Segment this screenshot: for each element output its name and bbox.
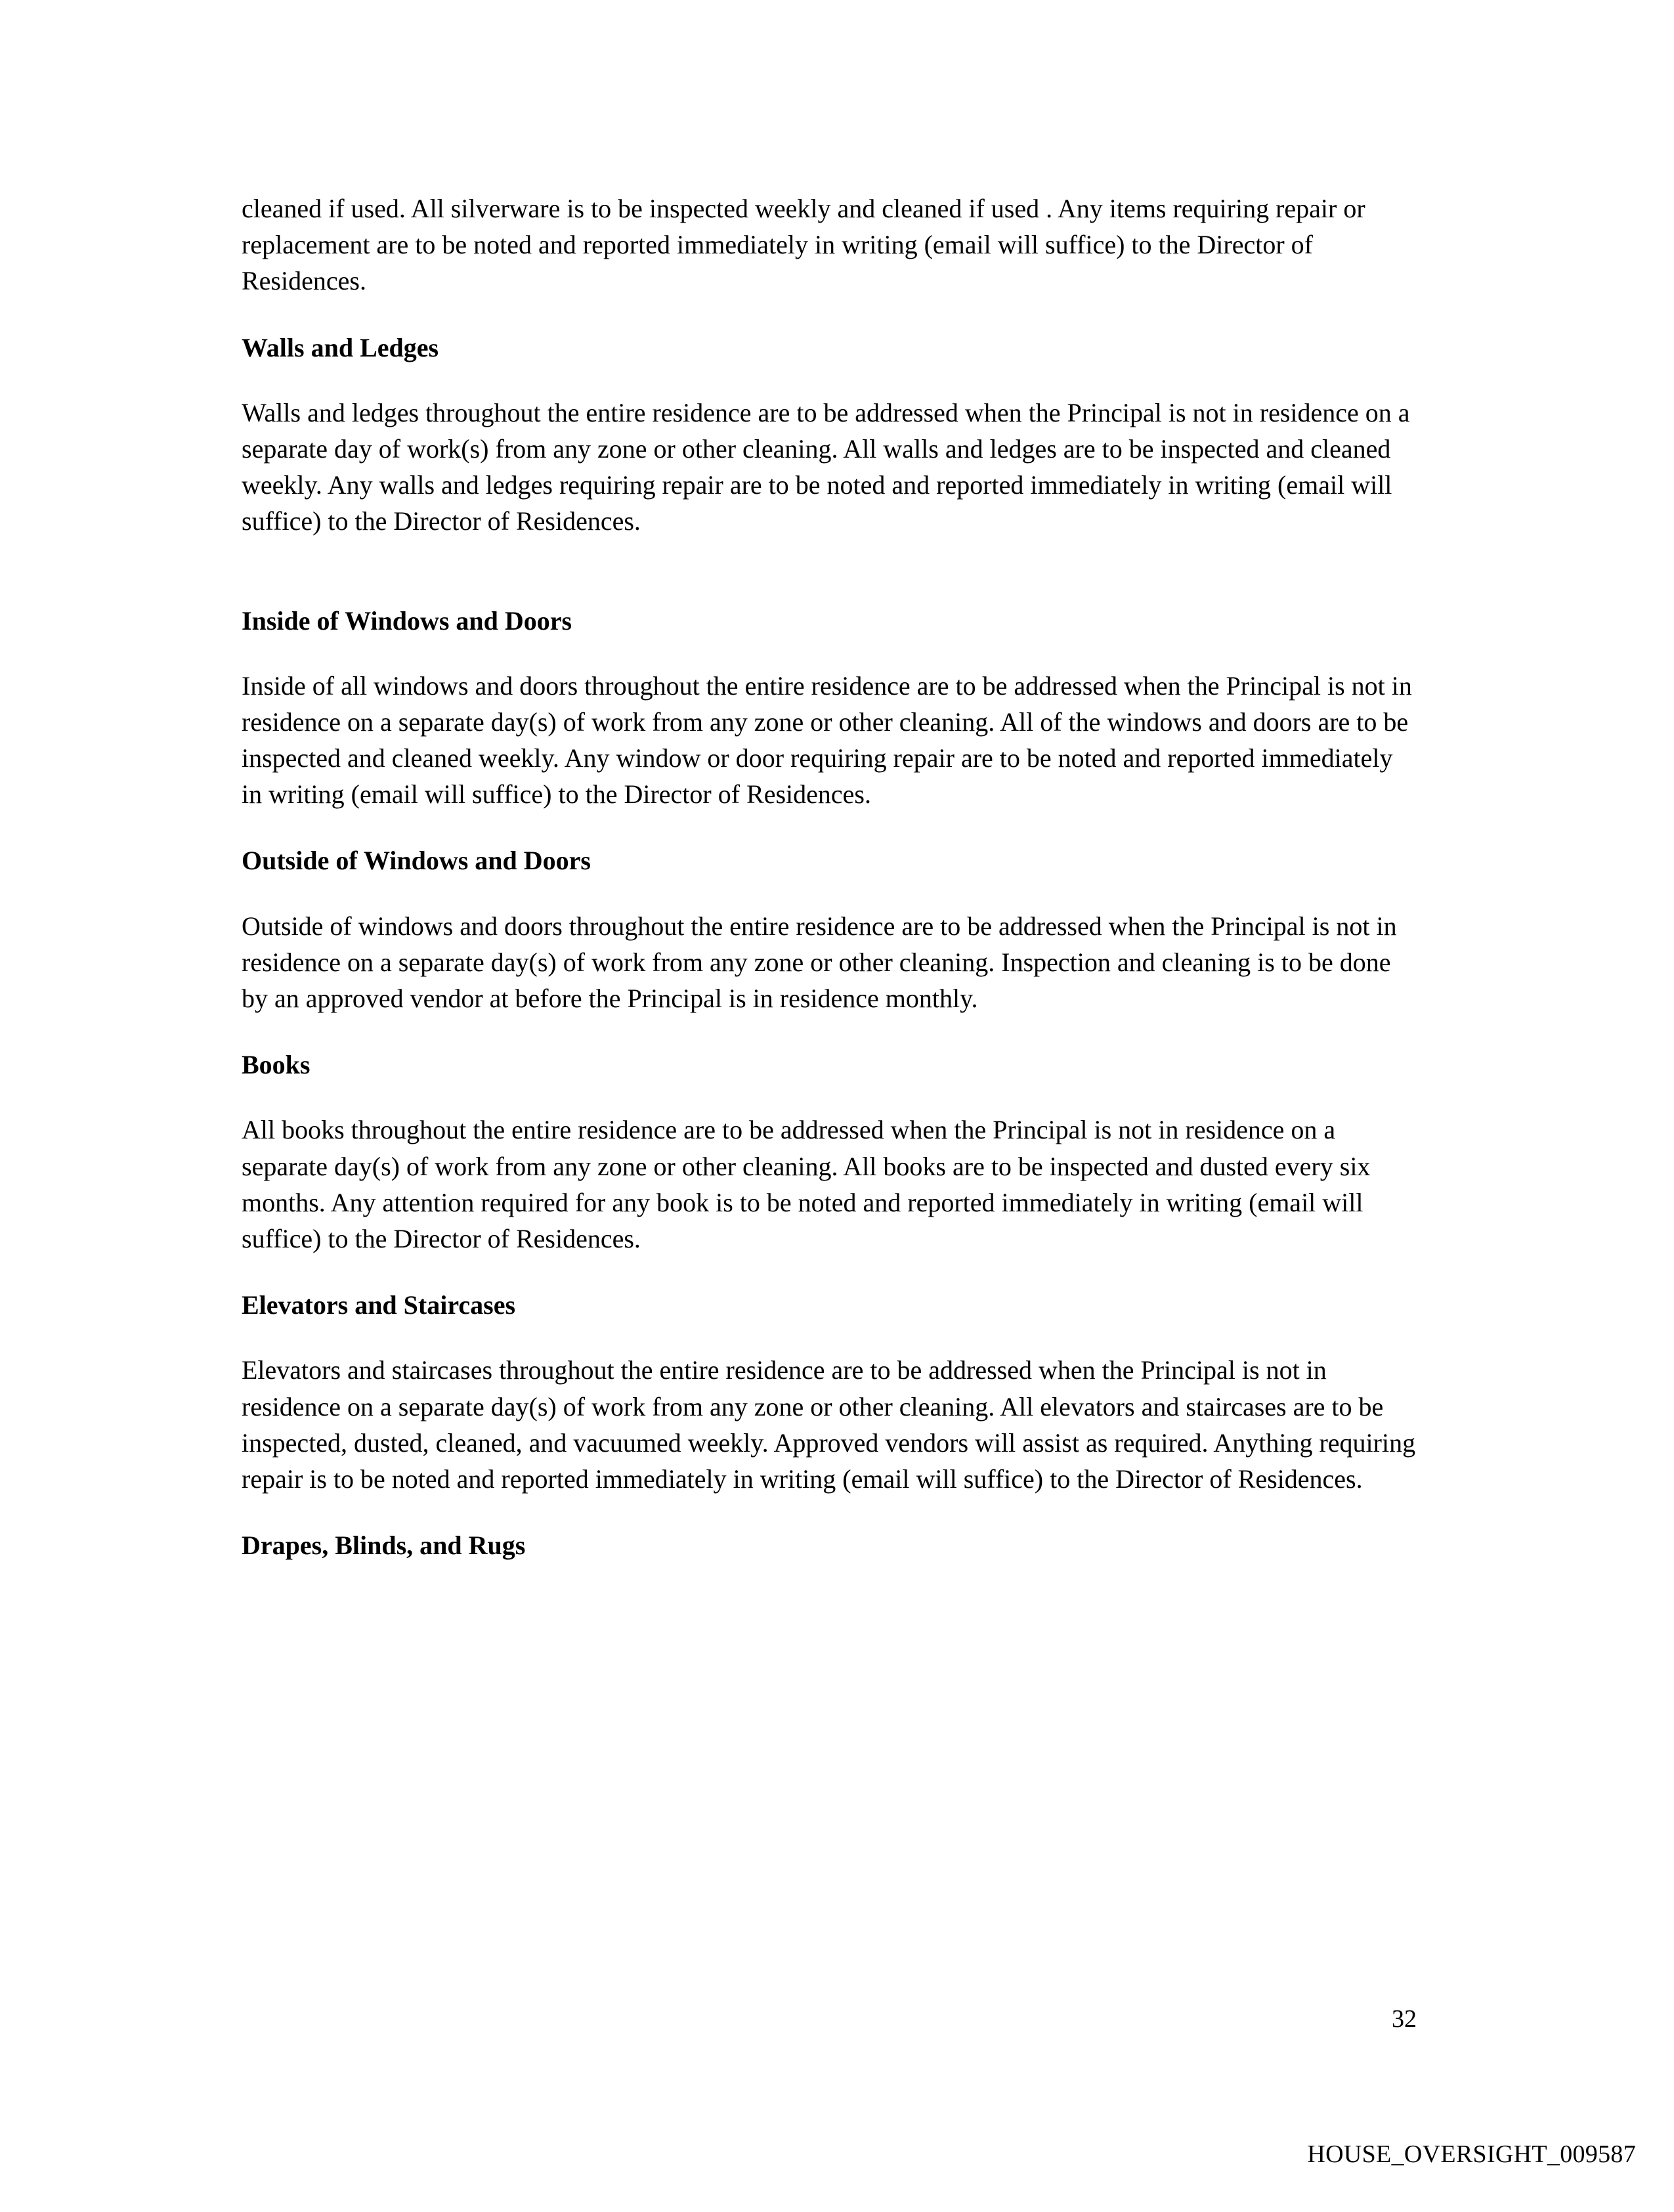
bates-stamp: HOUSE_OVERSIGHT_009587 — [1307, 2140, 1636, 2168]
paragraph-books: All books throughout the entire residence are to be addressed when the Principal is not in residence on a separate day(s) of work from any zone or other cleaning. All books are to be inspected and dusted every six months. Any attention required for any book is to be noted and reported immediately in writing (email will suffice) to the Director of Residences. — [242, 1115, 1371, 1253]
heading-elevators-and-staircases: Elevators and Staircases — [242, 1290, 516, 1320]
heading-walls-and-ledges: Walls and Ledges — [242, 332, 439, 362]
heading-outside-of-windows-and-doors: Outside of Windows and Doors — [242, 846, 591, 876]
heading-drapes-blinds-and-rugs: Drapes, Blinds, and Rugs — [242, 1530, 526, 1561]
heading-inside-of-windows-and-doors: Inside of Windows and Doors — [242, 605, 572, 636]
page-number: 32 — [1392, 2005, 1417, 2033]
paragraph-outside-of-windows-and-doors: Outside of windows and doors throughout the entire residence are to be addressed when the Principal is not in residence on a separate day(s) of work from any zone or other cleaning. Inspection and cleaning is to be done by an approved vendor at before the Principal is in residence monthly. — [242, 911, 1397, 1013]
paragraph-walls-and-ledges: Walls and ledges throughout the entire residence are to be addressed when the Principal is not in residence on a separate day of work(s) from any zone or other cleaning. All walls and ledges are to be inspected and cleaned weekly. Any walls and ledges requiring repair are to be noted and reported immediately in writing (email will suffice) to the Director of Residences. — [242, 397, 1410, 536]
section-spacer — [242, 570, 1417, 603]
paragraph-elevators-and-staircases: Elevators and staircases throughout the entire residence are to be addressed when the Principal is not in residence on a separate day(s) of work from any zone or other cleaning. All elevators and staircases are to be inspected, dusted, cleaned, and vacuumed weekly. Approved vendors will assist as required. Anything requiring repair is to be noted and reported immediately in writing (email will suffice) to the Director of Residences. — [242, 1355, 1416, 1494]
document-body — [242, 190, 1417, 1592]
paragraph-silverware: cleaned if used. All silverware is to be inspected weekly and cleaned if used . Any items requiring repair or replacement are to be noted and reported immediately in writing (email will suffice) to the Director of Residences. — [242, 194, 1365, 296]
heading-books: Books — [242, 1050, 311, 1080]
paragraph-inside-of-windows-and-doors: Inside of all windows and doors throughout the entire residence are to be addressed when the Principal is not in residence on a separate day(s) of work from any zone or other cleaning. All of the windows and doors are to be inspected and cleaned weekly. Any window or door requiring repair are to be noted and reported immediately in writing (email will suffice) to the Director of Residences. — [242, 670, 1412, 810]
